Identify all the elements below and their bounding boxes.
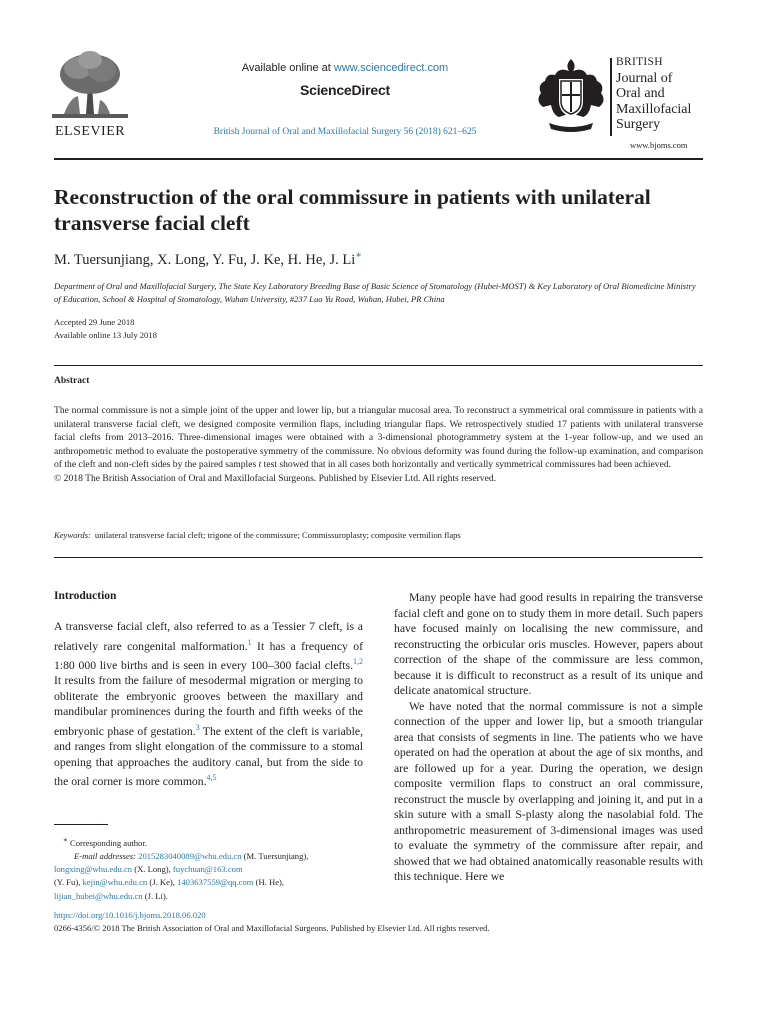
corresponding-label: Corresponding author. — [70, 837, 147, 848]
abstract-copyright: © 2018 The British Association of Oral and Maxillofacial Surgeons. Published by Elsevier Ltd. All rights reserved. — [54, 472, 497, 484]
email-line — [54, 876, 363, 889]
email-owner: (J. Ke), — [147, 877, 178, 888]
journal-citation-link[interactable]: British Journal of Oral and Maxillofacial Surgery 56 (2018) 621–625 — [213, 127, 477, 137]
affiliation: Department of Oral and Maxillofacial Surgery, The State Key Laboratory Breeding Base of Basic Science of Stomatology (Hubei-MOST) & Key Laboratory of Oral Biomedicine Ministry of Education, School & Hospital of Stomatology, Wuhan University, #237 Luo Yu Road, Wuhan, Hubei, PR China — [54, 281, 696, 304]
intro-text: The extent of the cleft is variable, and ranges from slight elongation of the commissure to a stomal opening that approaches the auditory canal, but from the side to the oral corner is more common. — [54, 724, 363, 789]
sciencedirect-wordmark: ScienceDirect — [299, 82, 390, 98]
intro-text: It results from the failure of mesodermal migration or merging to obliterate the embryonic grooves between the maxillary and mandibular prominences during the fourth and fifth weeks of the embryonic phase of gestation. — [54, 674, 363, 738]
introduction-heading: Introduction — [54, 590, 117, 602]
abstract-bottom-rule — [54, 557, 703, 558]
available-online-line — [220, 62, 470, 74]
email-line — [54, 863, 363, 876]
elsevier-tree-logo — [50, 48, 130, 128]
reference-link[interactable]: 1,2 — [353, 656, 363, 666]
email-link[interactable]: lijian_hubei@whu.edu.cn — [54, 890, 143, 901]
left-column — [54, 619, 363, 790]
accepted-date: Accepted 29 June 2018 — [54, 317, 135, 327]
email-link[interactable]: kejin@whu.edu.cn — [82, 877, 148, 888]
bjoms-title-line: Surgery — [616, 117, 661, 132]
publisher-name: ELSEVIER — [55, 124, 126, 139]
intro-text: A transverse facial cleft, also referred to as a Tessier 7 cleft, is a relatively rare congenital malformation. — [54, 620, 363, 653]
bjoms-title-line: BRITISH — [616, 56, 663, 68]
right-column — [394, 590, 703, 885]
email-link[interactable]: fuychuan@163.com — [172, 864, 243, 875]
bjoms-url[interactable]: www.bjoms.com — [630, 140, 688, 150]
keywords — [54, 530, 461, 540]
email-owner: (J. Li). — [142, 890, 168, 901]
email-link[interactable]: 1403637559@qq.com — [177, 877, 254, 888]
email-label: E-mail addresses: — [74, 851, 136, 862]
keywords-label: Keywords: — [54, 530, 91, 540]
body-paragraph: We have noted that the normal commissure is not a simple connection of the upper and lower lip, but a smooth triangular area that consists of segments in line. The patients who we have operated on had the operation at about the age of six months, and are followed up for a year. During the operation, we design composite vermilion flaps to construct an oral commissure, reconstruct the muscle by overlapping and joining it, and put in a skin suture with a small S-plasty along the nasolabial fold. The anthropometric measurement of 3-dimensional images was used to evaluate the symmetry of the commissure after repair, and showed that we had obtained anatomically reasonable results with this technique. Here we — [394, 699, 703, 883]
footnote-rule — [54, 824, 108, 825]
body-paragraph: Many people have had good results in repairing the transverse facial cleft and gone on to study them in more detail. Such papers have focused mainly on localising the new commissure, and reconstructing the orbicular oris muscles. However, papers about correction of the shape of the commissure are less common, because it is difficult to reconstruct as a result of its unique and delicate anatomical structure. — [394, 591, 703, 697]
reference-link[interactable]: 3 — [195, 722, 200, 732]
abstract-body: The normal commissure is not a simple joint of the upper and lower lip, but a triangular mucosal area. To reconstruct a symmetrical oral commissure in patients with a unilateral transverse facial cleft, we designed composite vermilion flaps, including triangular flaps. We retrospectively studied 17 patients with unilateral transverse facial clefts from 2013–2016. Three-dimensional images were obtained with a 3-dimensional photogrammetry system at the 1-year follow-up, and we used an anthropometric method to evaluate the postoperative symmetry of the commissure. No obvious deformity was found during the follow-up examination, and comparison of the cleft and non-cleft sides by the paired samples — [54, 405, 703, 471]
email-owner: (M. Tuersunjiang), — [241, 851, 309, 862]
bjoms-crest-icon — [535, 55, 607, 133]
article-dates — [54, 316, 157, 341]
email-link[interactable]: longxing@whu.edu.cn — [54, 864, 133, 875]
intro-text: It has a frequency of 1:80 000 live births and is seen in every 100–300 facial clefts. — [54, 639, 363, 672]
bjoms-title-line: Journal of — [616, 70, 673, 86]
abstract-top-rule — [54, 365, 703, 366]
header-rule — [54, 158, 703, 160]
email-line — [54, 850, 363, 863]
author-list — [54, 250, 362, 269]
author-names: M. Tuersunjiang, X. Long, Y. Fu, J. Ke, H. He, J. Li — [54, 251, 356, 268]
issn-copyright: 0266-4356/© 2018 The British Association of Oral and Maxillofacial Surgeons. Published by Elsevier Ltd. All rights reserved. — [54, 923, 490, 933]
abstract-t-italic: t — [258, 459, 262, 471]
reference-link[interactable]: 1 — [247, 637, 252, 647]
sciencedirect-link[interactable]: www.sciencedirect.com — [333, 62, 449, 74]
corresponding-line — [54, 834, 363, 850]
email-owner: (X. Long), — [132, 864, 173, 875]
available-date: Available online 13 July 2018 — [54, 329, 157, 340]
email-owner: (Y. Fu), — [54, 877, 83, 888]
abstract-body-end: test showed that in all cases both horizontally and vertically symmetrical commissures had been achieved. — [261, 459, 672, 471]
bjoms-title-line: Oral and — [616, 86, 665, 101]
doi-link[interactable]: https://doi.org/10.1016/j.bjoms.2018.06.020 — [54, 910, 206, 920]
email-owner: (H. He), — [253, 877, 285, 888]
bjoms-title-line: Maxillofacial — [616, 101, 692, 117]
bjoms-divider — [610, 58, 612, 136]
bjoms-journal-title — [616, 55, 691, 133]
article-title: Reconstruction of the oral commissure in patients with unilateral transverse facial cleft — [54, 185, 651, 235]
corresponding-author-link[interactable]: ∗ — [355, 250, 363, 261]
abstract-text — [54, 404, 703, 486]
reference-link[interactable]: 4,5 — [206, 773, 217, 783]
corresponding-footnote — [54, 834, 363, 903]
keywords-list: unilateral transverse facial cleft; trigone of the commissure; Commissuroplasty; composite vermilion flaps — [94, 530, 461, 540]
abstract-heading: Abstract — [54, 376, 90, 386]
footnote-mark: ∗ — [63, 836, 68, 844]
available-online-text: Available online at — [241, 62, 334, 74]
email-line — [54, 890, 363, 903]
intro-paragraph — [54, 619, 363, 790]
email-link[interactable]: 2015283040089@whu.edu.cn — [138, 851, 242, 862]
